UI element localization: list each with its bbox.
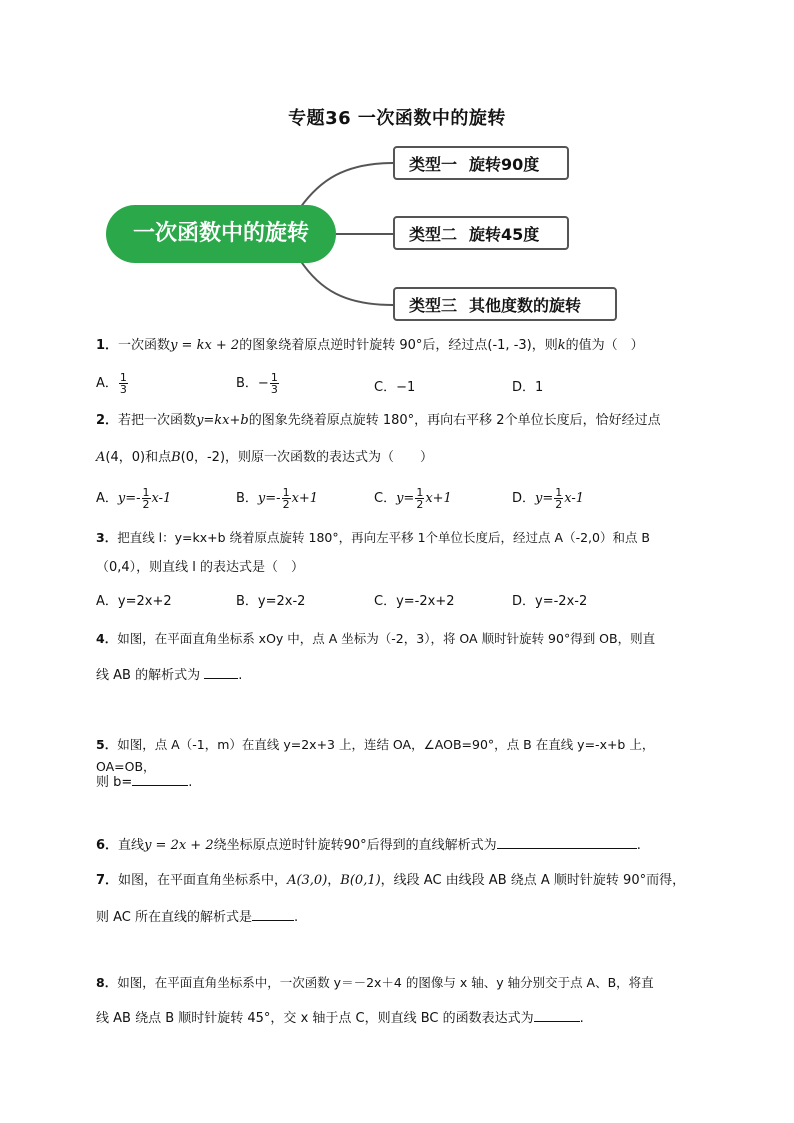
fraction (270, 372, 279, 395)
branch-3-label: 其他度数的旋转 (469, 296, 582, 315)
option-a[interactable] (96, 487, 171, 510)
option-letter: C． (374, 380, 397, 395)
q4-text: 线 AB 的解析式为 (96, 668, 201, 683)
branch-3-type: 类型三 (409, 296, 458, 315)
answer-blank[interactable] (132, 771, 188, 786)
option-letter: A． (96, 491, 118, 506)
option-letter: C． (374, 491, 397, 506)
option-value: 1 (535, 380, 544, 395)
question-4 (96, 628, 706, 650)
q8-text: 线 AB 绕点 B 顺时针旋转 45°，交 x 轴于点 C，则直线 BC 的函数表达式为 (96, 1011, 534, 1026)
q5-text: 则 b= (96, 775, 133, 790)
option-pre: y=- (257, 491, 281, 506)
numerator: 1 (270, 371, 278, 384)
question-number: 1． (96, 338, 119, 353)
option-letter: A． (96, 376, 118, 391)
q6-text: 绕坐标原点逆时针旋转 (213, 838, 344, 853)
option-a[interactable] (96, 372, 129, 395)
mind-map (0, 0, 794, 340)
mind-map-center-node: 一次函数中的旋转 (106, 205, 336, 263)
question-1 (96, 335, 706, 357)
answer-blank[interactable] (497, 834, 637, 849)
q1-text: ，则 (531, 338, 558, 353)
option-b[interactable] (236, 372, 280, 395)
q1-text: 一次函数 (118, 338, 171, 353)
option-a[interactable] (96, 590, 172, 609)
option-pre: y= (396, 491, 415, 506)
answer-blank[interactable] (534, 1007, 580, 1022)
branch-2-type: 类型二 (409, 225, 458, 244)
option-letter: B． (236, 594, 258, 609)
option-letter: D． (512, 380, 536, 395)
denominator: 3 (119, 383, 127, 396)
answer-blank[interactable] (252, 906, 294, 921)
q7-text: 则 AC 所在直线的解析式是 (96, 910, 253, 925)
option-pre: y=- (117, 491, 141, 506)
q6-text: 后得到的直线解析式为 (366, 838, 497, 853)
option-letter: D． (512, 491, 536, 506)
option-post: x+1 (425, 491, 452, 506)
option-value: y=-2x-2 (535, 594, 588, 609)
question-5-line-2: 则 b= . (96, 771, 706, 794)
option-value: −1 (396, 380, 416, 395)
q1-math: k (557, 338, 566, 353)
denominator: 3 (270, 383, 278, 396)
question-number: 3． (96, 530, 118, 545)
q7-math: B(0,1) (340, 873, 381, 888)
option-d[interactable] (512, 376, 543, 395)
question-8 (96, 972, 706, 994)
answer-blank[interactable] (204, 664, 238, 679)
option-c[interactable] (374, 487, 452, 510)
q7-text: ，线段 AC 由线段 AB 绕点 A 顺时针旋转 90°而得， (380, 873, 686, 888)
question-8-line-2: 线 AB 绕点 B 顺时针旋转 45°，交 x 轴于点 C，则直线 BC 的函数表达式为 . (96, 1007, 706, 1030)
q6-math: y = 2x + 2 (144, 838, 214, 853)
q7-text: 如图，在平面直角坐标系中， (118, 873, 288, 888)
denominator: 2 (555, 498, 563, 511)
fraction (282, 487, 291, 510)
option-post: x-1 (564, 491, 585, 506)
question-number: 4． (96, 631, 118, 646)
option-letter: B． (236, 376, 258, 391)
option-value: y=2x-2 (257, 594, 306, 609)
q5-text: 如图，点 A（-1，m）在直线 y=2x+3 上，连结 OA，∠AOB=90°，点 B 在直线 y=-x+b 上，OA=OB， (96, 737, 655, 774)
q3-text: 把直线 l：y=kx+b 绕着原点旋转 180°，再向左平移 1个单位长度后，经过点 A（-2,0）和点 B (117, 530, 651, 545)
q4-text: 如图，在平面直角坐标系 xOy 中，点 A 坐标为（-2，3），将 OA 顺时针旋转 90°得到 OB，则直 (117, 631, 656, 646)
option-c[interactable] (374, 376, 415, 395)
option-b[interactable] (236, 590, 305, 609)
denominator: 2 (142, 498, 150, 511)
question-number: 2． (96, 413, 119, 428)
question-3 (96, 527, 706, 549)
q3-text: （0,4），则直线 l 的表达式是（ ） (96, 560, 305, 575)
page-title: 专题36 一次函数中的旋转 (288, 108, 506, 129)
option-sign: − (257, 376, 269, 391)
q2-math: y=kx+b (196, 413, 249, 428)
fraction (554, 487, 563, 510)
option-letter: A． (96, 594, 118, 609)
q8-text: 如图，在平面直角坐标系中，一次函数 y＝－2x＋4 的图像与 x 轴、y 轴分别交于点 A、B，将直 (117, 975, 654, 990)
question-2 (96, 410, 706, 432)
q2-text: (0，-2)，则原一次函数的表达式为（ ） (180, 450, 434, 465)
q7-math: A(3,0) (287, 873, 328, 888)
fraction (142, 487, 151, 510)
option-letter: B． (236, 491, 258, 506)
option-post: x+1 (291, 491, 319, 506)
q1-text: 的图象绕着原点逆时针旋转 90°后，经过点 (239, 338, 488, 353)
mind-map-branch-1 (393, 146, 569, 180)
fraction (119, 372, 128, 395)
mind-map-branch-2 (393, 216, 569, 250)
question-number: 5． (96, 737, 118, 752)
denominator: 2 (282, 498, 290, 511)
option-c[interactable] (374, 590, 454, 609)
connector-3 (300, 260, 393, 305)
branch-1-type: 类型一 (409, 155, 458, 174)
question-2-options (96, 487, 716, 509)
branch-1-label: 旋转90度 (469, 155, 540, 174)
q2-math: B (171, 450, 181, 465)
option-letter: D． (512, 594, 536, 609)
numerator: 1 (555, 486, 563, 499)
question-3-options (96, 590, 716, 612)
q1-math: (-1, -3) (487, 338, 532, 353)
question-7 (96, 870, 706, 892)
option-value: y=2x+2 (117, 594, 172, 609)
question-number: 7． (96, 873, 119, 888)
numerator: 1 (282, 486, 290, 499)
q1-math: y = kx + 2 (170, 338, 240, 353)
numerator: 1 (142, 486, 150, 499)
question-1-options (96, 372, 716, 394)
q2-text: 的图象先绕着原点旋转 180°，再向右平移 2个单位长度后，恰好经过点 (248, 413, 661, 428)
connector-1 (300, 163, 393, 208)
option-d[interactable] (512, 487, 584, 510)
mind-map-branch-3 (393, 287, 617, 321)
option-value: y=-2x+2 (396, 594, 455, 609)
q2-math: A (96, 450, 106, 465)
option-b[interactable] (236, 487, 318, 510)
question-4-line-2: 线 AB 的解析式为 . (96, 664, 706, 687)
q6-math: 90° (343, 838, 367, 853)
q1-text: 的值为（ ） (565, 338, 644, 353)
option-post: x-1 (151, 491, 172, 506)
q7-text: ， (327, 873, 341, 888)
q6-text: 直线 (118, 838, 145, 853)
option-d[interactable] (512, 590, 587, 609)
q2-text: (4，0)和点 (105, 450, 172, 465)
numerator: 1 (119, 371, 127, 384)
option-letter: C． (374, 594, 397, 609)
question-number: 6． (96, 838, 119, 853)
q2-text: 若把一次函数 (118, 413, 197, 428)
denominator: 2 (416, 498, 424, 511)
question-3-line-2 (96, 557, 706, 579)
question-7-line-2: 则 AC 所在直线的解析式是 . (96, 906, 706, 929)
branch-2-label: 旋转45度 (469, 225, 540, 244)
fraction (415, 487, 424, 510)
question-6: 6．直线y = 2x + 2绕坐标原点逆时针旋转90°后得到的直线解析式为 . (96, 834, 706, 857)
question-number: 8． (96, 975, 118, 990)
numerator: 1 (416, 486, 424, 499)
question-2-line-2 (96, 447, 706, 469)
option-pre: y= (535, 491, 554, 506)
